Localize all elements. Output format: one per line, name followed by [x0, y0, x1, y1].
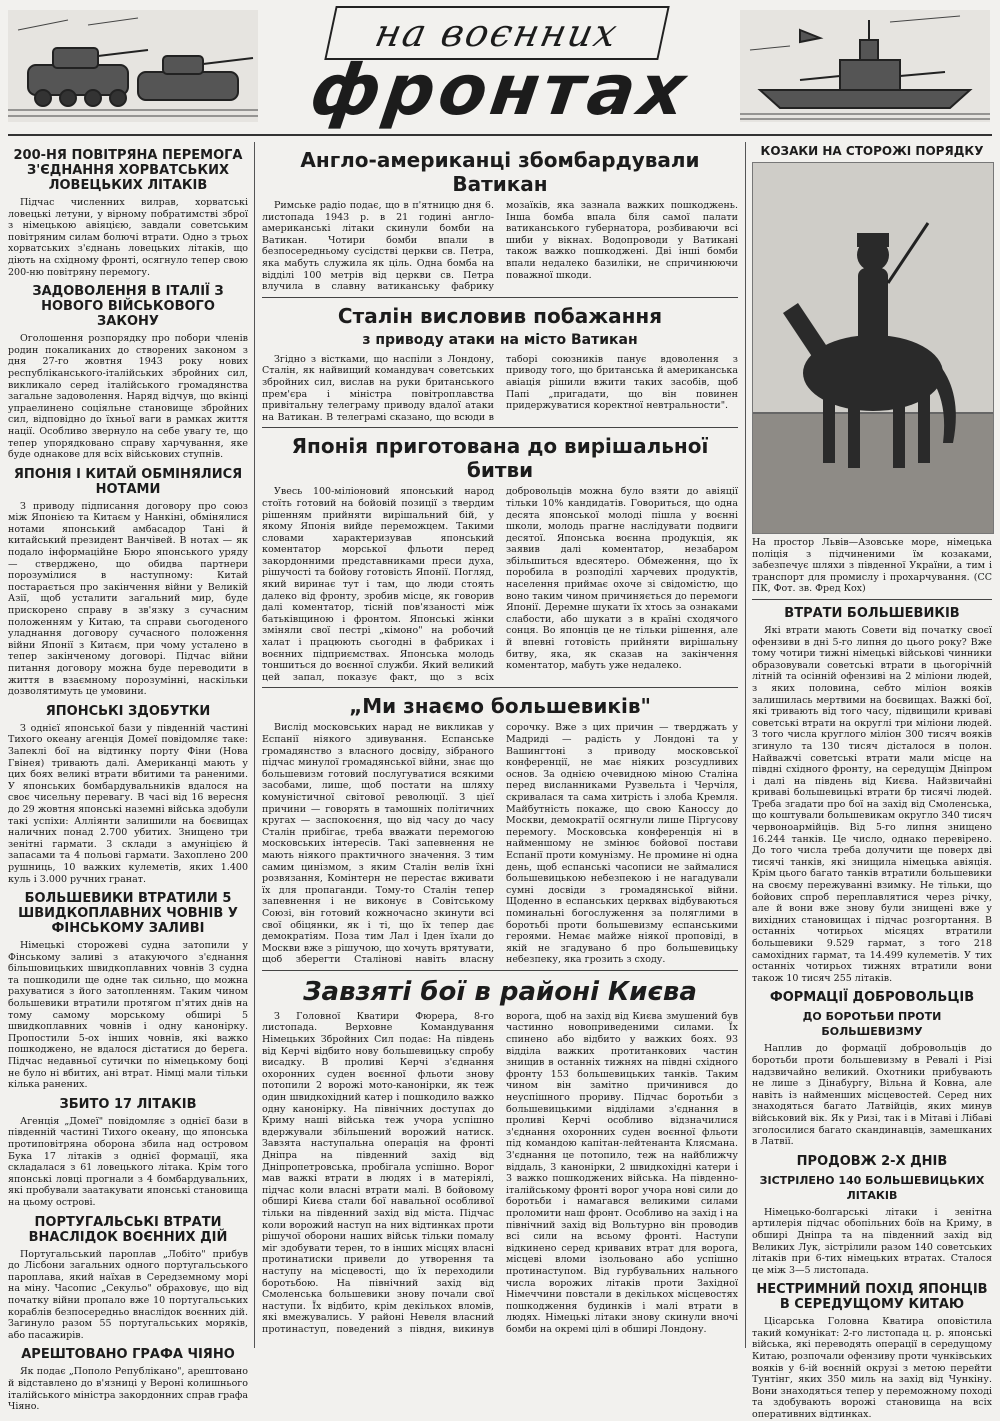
article-japanese-gains [8, 704, 248, 885]
article-body: Вислід московських нарад не викликав у Еспанії ніякого здивування. Еспанське громадянство з власного досвіду, зібраного підчас минулої громадянської війни, знає що большевизм готовий послугуватися всякими засобами, лише, щоб постати на шляху комуністичної світової революції. З цієї причини — говорять в тамошніх політичних кругах — заспокоєння, що від часу до часу Сталін прибігає, треба вважати перемогою московських інтересів. Такі запевнення не мають ніякого практичного значення. З тим самим цинізмом, з яким Сталін велів їхні розвязання, Комінтерн не перестає вживати їх для пропаганди. Тому-то Сталін тепер запевнення і не виконує в Совітському Союзі, він готовий кожночасно зкинути всі свої обіцянки, як і ті, що їх тепер дає демократіям. Поза тим Лал і Іден їхали до Москви вже з рішучою, що хочуть врятувати, щоб зберегти Сталінові навіть власну сорочку. Вже з цих причин — тверджать у Мадриді — радість у Лондоні та у Вашингтоні з приводу московської конференції, не має ніяких розсудливих основ. За однією очевидною міною Сталіна перед висланниками Рузвельта і Черчіля, скривалася та сама хитрість і злоба Кремля. Майбутність покаже, що свою Каноссу до Москви, демократії осягнули лише Піргусову перемогу. Московська конференція ні в найменшому не змінює бойової постави Еспанії проти комунізму. Не промине ні одна день, щоб еспанські часописи не займалися большевицькою небезпекою і не нагадували сумні досвіди з громадянської війни. Щоденно в еспанських церквах відбуваються поминальні богослуження за поляглими в боротьбі проти большевизму еспанськими героями. Немає майже ніякої проповіді, в якій не згадувано б про большевицьку небезпеку, яка грозить з сходу. [262, 722, 738, 966]
article-body: Римське радіо подає, що в п'ятницю дня 6. листопада 1943 р. в 21 годині англо-американські літаки скинули бомби на Ватикан. Чотири бомби впали в безпосередньому сусідстві церкви св. Петра, яка мабуть служила як ціль. Одна бомба на відділі 100 метрів від церкви св. Петра влучила в славну ватиканську фабрику мозаїків, яка зазнала важких пошкоджень. Інша бомба впала біля самої палати ватиканського губернатора, розбиваючи всі шиби у вікнах. Водопроводи у Ватикані також важко пошкоджені. Дві інші бомби впали недалеко базиліки, не спричинюючи поважної шкоди. [262, 200, 738, 293]
masthead-subtitle: на воєнних [324, 6, 669, 60]
article-japan-china-notes [8, 467, 248, 698]
article-headline: ПРОДОВЖ 2-Х ДНІВ [796, 1153, 948, 1169]
tanks-illustration-icon [8, 10, 258, 122]
article-divider [262, 427, 738, 428]
article-divider [752, 599, 992, 600]
center-column [262, 142, 738, 1348]
article-vatican-bombing [262, 148, 738, 293]
article-we-know-bolsheviks [262, 694, 738, 965]
article-portuguese-losses [8, 1215, 248, 1342]
masthead-title: фронтах [305, 49, 695, 131]
article-140-planes [752, 1154, 992, 1277]
cossack-on-horse-icon [753, 163, 993, 533]
article-subheadline: ЗІСТРІЛЕНО 140 БОЛЬШЕВИЦЬКИХ ЛІТАКІВ [759, 1173, 985, 1202]
article-body: З однієї японської бази у південній частині Тихого океану агенція Домеї повідомляє таке: Запеклі бої на відтинку порту Фіни (Нова Гвінея) тривають далі. Американці мають у цих боях великі втрати вбитими та раненими. У японських бомбардувальників вдалося на своє чисельну перевагу. В часі від 16 вересня до 29 жовтня японські наземні війська здобули такі успіхи: Алліянти залишили на боєвищах наличних понад 2.700 убитих. Знищено три зенітні гармати. 3 склади з амуніцією й запасами та 4 польові гармати. Захоплено 200 рушниць, 10 важких кулеметів, яких 1.400 куль і 3.000 ручних гранат. [8, 722, 248, 885]
article-17-planes [8, 1097, 248, 1209]
article-headline: Японія приготована до вирішальної битви [291, 434, 709, 483]
article-japanese-advance [752, 1282, 992, 1420]
article-body: Як подає „Пополо Републікано", арештовано й відставлено до в'язниці у Вероні колишнього італійського міністра закордонних справ графа Чіяно. [8, 1366, 248, 1413]
article-body: З Головної Кватири Фюрера, 8-го листопада. Верховне Командування Німецьких Збройних Сил подає: На південь від Керчі відбито нову большевицьку спробу висадку. В проливі Керчі з'єднання охоронних суден воєнної фльоти знову потопили 2 ворожі мото-канонірки, як теж один швидкохідний катер і пошкодило важко одну канонірку. На північних доступах до Криму наші війська теж учора успішно вдержували збільшений ворожий натиск. Завзята наступальна операція на фронті Дніпра на південний захід від Дніпропетровська, пробігала успішно. Ворог мав важкі втрати в людях і в матеріялі, підчас коли власні втрати малі. В бойовому обширі Києва стали бої навальної особливої тільки на південний захід від міста. Підчас коли ворожий наступ на них відтинках проти рішучої оборони наших військ тільки помалу міг здобувати терен, то в інших місцях власні протинатиски привели до утворення та наступу на місцевості, що їх переходили боротьбою. На північний захід від Смоленська большевики знову почали свої наступи. Їх відбито, крім декількох вломів, які вмежувались. У районі Невеля власний протинаступ, поведений з півдня, викинув ворога, щоб на захід від Києва змушений був частинно новоприведеними силами. Їх спинено або відбито у важких боях. 93 відділа важких протитанкових частин знищив в останніх тижнях на півдні східного фронту 153 большевицьких танків. Таким чином він замітно причинився до неуспішного прориву. Підчас боротьби з большевицькими відділами з'єднання в проливі Керчі особливо відзначилися з'єднання охоронних суден воєнної фльоти під командою капітан-лейтенанта Клясмана. З'єднання це потопило, теж на найближчу віддаль, 3 канонірки, 2 швидкохідні катери і 3 важко пошкоджених війська. На південно-італійському фронті ворог учора нові сили до боротьби і намагався великими силами проломити наш фронт. Особливо на захід і на північний захід від Вольтурно він проводив всі сили на всьому фронті. Наступи відкинено серед кривавих втрат для ворога, місцеві вломи ізольовано або успішно протинаступом. Від гурбувальних нального числа ворожих літаків проти Західної Німеччини повстали в декількох місцевостях пошкодження будинків і малі втрати в людях. Німецькі літаки знову скинули вночі бомби на окремі цілі в обширі Лондону. [262, 1010, 738, 1335]
article-headline: ПОРТУГАЛЬСЬКІ ВТРАТИ ВНАСЛІДОК ВОЄННИХ ДІЙ [28, 1214, 228, 1245]
article-headline: НЕСТРИМНИЙ ПОХІД ЯПОНЦІВ В СЕРЕДУЩОМУ КИТАЮ [756, 1282, 988, 1313]
article-bolshevik-boats [8, 891, 248, 1091]
article-headline: Завзяті бої в районі Києва [303, 976, 697, 1007]
article-headline: ВТРАТИ БОЛЬШЕВИКІВ [784, 605, 960, 621]
article-headline: ЯПОНІЯ І КИТАЙ ОБМІНЯЛИСЯ НОТАМИ [13, 466, 243, 497]
article-croatian-victory [8, 148, 248, 278]
article-body: Підчас численних вилрав, хорватські ловецькі летуни, у вірному побратимстві зброї з німецькою авіяцією, завдали советським повітряним силам болючі втрати. Одно з трьох хорватських з'єднань ловецьких літаків, що діють на східному фронті, осягнуло тепер свою 200-ню повітряну перемогу. [8, 197, 248, 278]
article-body: З приводу підписання договору про союз між Японією та Китаєм у Нанкіні, обмінялися нотами японський амбасадор Тані й китайський президент Ванчівей. В нотах — як подало інформаційне Бюро японського уряду — стверджено, що обидва партнери порозумілися в наступному: Китай постарається про закінчення війни у Великій Азії, щоб усталити загальний мир, буде прискорено справу в зв'язку з сучасним положенням у Китаю, та справи сьогоденого уладнання договору сучасного положення війни Японії з Китаєм, при чому усталено в тепер закінченому договорі. Підчас війни питання договору можна буде переводити в життя в взаємному порозумінні, наскільки дозволятимуть це умовини. [8, 500, 248, 698]
article-volunteer-formations [752, 990, 992, 1147]
article-divider [262, 970, 738, 971]
article-body: Згідно з вістками, що наспіли з Лондону, Сталін, як найвищий командувач советських збройних сил, вислав на руки британського прем'єра і міністра повітроплавства привітальну телеграму приводу вдалої атаки на Ватикан. В телеграмі сказано, що всюди в таборі союзників панує вдоволення з приводу того, що британська й американська авіація рішили вжити таких засобів, щоб Папі „пригадати, що він повинен придержуватися коректної невтральности". [262, 353, 738, 423]
article-italy-law [8, 284, 248, 461]
article-divider [262, 687, 738, 688]
article-headline: ЗБИТО 17 ЛІТАКІВ [59, 1096, 197, 1112]
photo-headline: КОЗАКИ НА СТОРОЖІ ПОРЯДКУ [760, 144, 984, 158]
article-body: Португальський пароплав „Лобіто" прибув до Лісбони загальних одного португальського пароплава, який наїхав в Середземному морі на міну. Часопис „Секульо" обраховує, що від початку війни пропало вже 10 португальських кораблів безпосередньо внаслідок воєнних дій. Загинуло разом 55 португальських моряків, або пасажирів. [8, 1248, 248, 1341]
article-body: Які втрати мають Совети від початку своєї офензиви в дні 5-го липня до цього року? Вже тому чотири тижні німецькі військові чинники образовували советські втрати в цьогорічній літній та осінній офензиві на 2 міліони людей, з яких половина, себто міліон вояків залишилась мертвими на боєвищах. Важкі бої, які тривають від того часу, підвищили криваві советські втрати на округлі три міліони людей. З того числа круглого міліон 300 тисяч вояків згинуло та 130 тисяч дісталося в полон. Найважчі советські втрати мали місце на півдні східного фронту, на середущім Дніпром і далі на південь від Києва. Найзвичайні криваві большевицькі втрати бр тисячі людей. Треба згадати про бої на захід від Смоленська, що коштували большевикам округло 340 тисяч червоноармійців. Від 5-го липня знищено 16.244 танків. Це число, однако перевірено. До того числа треба долучити ще поверх дві тисячі танків, які знищила німецька авіяція. Крім цього багато танків втратили большевики на своєму пережуванні взимку. Не тільки, що бойових спроб переплавлятися через річку, але й вони вже знову були знищені вже у вихідних становищах і підчас розгортання. В останніх чотирьох місяцях втратили большевики 9.529 гармат, з того 218 самохідних гармат, та 14.499 кулеметів. У тих останніх чотирьох тижнях втратили вони також 10 тисяч 255 літаків. [752, 624, 992, 984]
article-japan-ready [262, 434, 738, 683]
cossack-photo [752, 162, 994, 534]
masthead-rule [8, 134, 992, 136]
article-headline: БОЛЬШЕВИКИ ВТРАТИЛИ 5 ШВИДКОПЛАВНИХ ЧОВНІВ У ФІНСЬКОМУ ЗАЛИВІ [18, 891, 238, 937]
warship-illustration-icon [740, 10, 990, 122]
article-headline: Сталін висловив побажання [337, 303, 663, 328]
article-body: Цісарська Головна Кватира оповістила такий комунікат: 2-го листопада ц. р. японські війська, які переводять операції в середущому Китаю, розпочали офензиву проти чунківських вояків у 6-ій воєнній окрузі з метою перейти Тунтінг, яких 350 миль на захід від Чункіну. Вони знаходяться тепер у переможному поході та здобувають ворожі становища на всіх оперативних відтинках. [752, 1316, 992, 1421]
article-headline: 200-НЯ ПОВІТРЯНА ПЕРЕМОГА З'ЄДНАННЯ ХОРВАТСЬКИХ ЛОВЕЦЬКИХ ЛІТАКІВ [13, 148, 243, 193]
article-headline: ЯПОНСЬКІ ЗДОБУТКИ [45, 703, 211, 719]
article-stalin-wishes [262, 304, 738, 424]
article-headline: „Ми знаємо большевиків" [349, 694, 651, 719]
article-body: Агенція „Домеї" повідомляє з однієї бази в південній частині Тихого океану, що японська протиповітряна оборона збила над островом Бука 17 літаків з однієї формації, яка складалася з 61 ловецького літака. Крім того японські ловці прогнали з 4 бомбардувальних, які пробували заатакувати японські становища на цьому острові. [8, 1115, 248, 1208]
article-kyiv-battles [262, 977, 738, 1336]
masthead [0, 0, 1000, 138]
article-bolshevik-losses [752, 606, 992, 984]
article-headline: Англо-американці збомбардували Ватикан [300, 148, 700, 196]
article-body: Наплив до формації добровольців до боротьби проти большевизму в Ревалі і Різі надзвичайно великий. Охотники прибувають не лише з Дінабургу, Вільна й Ковна, але навіть із найменших місцевостей. Серед них знаходяться багато Латвійців, яких минув військовий вік. Як у Ризі, так і в Мітаві і Лібаві зголосилися багато скандинавців, замешканих в Латвії. [752, 1043, 992, 1148]
right-column [752, 142, 992, 1421]
article-body: Німецькі сторожеві судна затопили у Фінському заливі з атакуючого з'єднання більшовицьких швидкоплавних човнів 3 судна та пошкодили ще одне так сильно, що можна рахуватися з його затопленням. Таким чином большевики втратили протягом п'ятих днів на тому самому морському обширі 5 швидкоплавних човнів і одну канонірку. Пропостили 5-ох інших човнів, які важко пошкоджено, не вдалося дістатися до берега. Підчас недавньої сутички по німецькому боці не було ні вбитих, ані втрат. Німці мали тільки кілька ранених. [8, 940, 248, 1091]
article-headline: ЗАДОВОЛЕННЯ В ІТАЛІЇ З НОВОГО ВІЙСЬКОВОГО ЗАКОНУ [32, 284, 224, 330]
column-divider [745, 142, 746, 1348]
article-subheadline: з приводу атаки на місто Ватикан [362, 331, 638, 348]
column-divider [254, 142, 255, 1348]
article-divider [262, 297, 738, 298]
article-body: Німецько-болгарські літаки і зенітна артилерія підчас обопільних боїв на Криму, в обширі Дніпра та на південний захід від Великих Лук, зістрілили разом 140 советських літаків при 6-тих німецьких втратах. Сталося це між 3—5 листопада. [752, 1206, 992, 1276]
article-headline: АРЕШТОВАНО ГРАФА ЧІЯНО [21, 1347, 235, 1363]
article-headline: ФОРМАЦІЇ ДОБРОВОЛЬЦІВ [769, 990, 975, 1006]
article-subheadline: ДО БОРОТЬБИ ПРОТИ БОЛЬШЕВИЗМУ [802, 1010, 942, 1039]
left-column [8, 142, 248, 1413]
article-ciano-arrested [8, 1347, 248, 1412]
article-body: Увесь 100-міліоновий японський народ стоїть готовий на бойовій позиції з твердим рішенням прийняти вирішальний бій, у якому Японія вийде переможцем. Такими словами характеризував японський коментатор морської фльоти перед закордонними представниками преси духа, рішучості та бойову готовість Японії. Погляд, який виринає тут і там, що люди стоять далеко від фронту, зробив місце, як говорив далі коментатор, тісній пов'язаності між батьківщиною і фронтом. Японські жінки зміняли свої пестрі „кімоно" на робочий халат і працюють сьогодні в фабриках і воєнних підприємствах. Японська молодь тоншиться до воєнної служби. Який великий цей запал, показує факт, що з всіх добровольців можна було взяти до авіяції тільки 10% кандидатів. Говориться, що одна десята японської молоді пішла у воєнні школи, молодь прагне наслідувати подвиги десятої. Японська воєнна продукція, як заявив далі коментатор, незабаром збільшиться вдесятеро. Обмеження, що їх поробила в розподілі харчевих продуктів, населення приймає охоче зі свідомістю, що воно таким чином причиняється до перемоги Японії. Деремне шукати їх хтось за ознаками слабости, або шукати з в країні сходячого сонця. Во японців це не тільки рішення, але й впевні готовість прийняти вирішальну битву, яка, як сказав на закінчення коментатор, мабуть уже недалеко. [262, 486, 738, 683]
photo-feature [752, 144, 992, 595]
article-body: Оголошення розпорядку про побори членів родин покаликаних до створених законом з дня 27-го жовтня 1943 року нових республіканського-італійських збройних сил, викликало серед італійського громадянства загальне задоволення. Наряд відчув, що вкінці упраелинено соціяльне становище збройних сил, відповідно до їхньої ваги в рамках життя нації. Особливо звернуло на себе увагу те, що тепер упорядковано справу харчування, яке буде однакове для всіх військових ступнів. [8, 333, 248, 461]
photo-caption: На простор Львів—Азовське море, німецька поліція з підчиненими їм козаками, забезпечує шляхи з південної України, а тим і транспорт для промислу і прохарчування. (СС ПК, Фот. зв. Фред Кох) [752, 537, 992, 595]
